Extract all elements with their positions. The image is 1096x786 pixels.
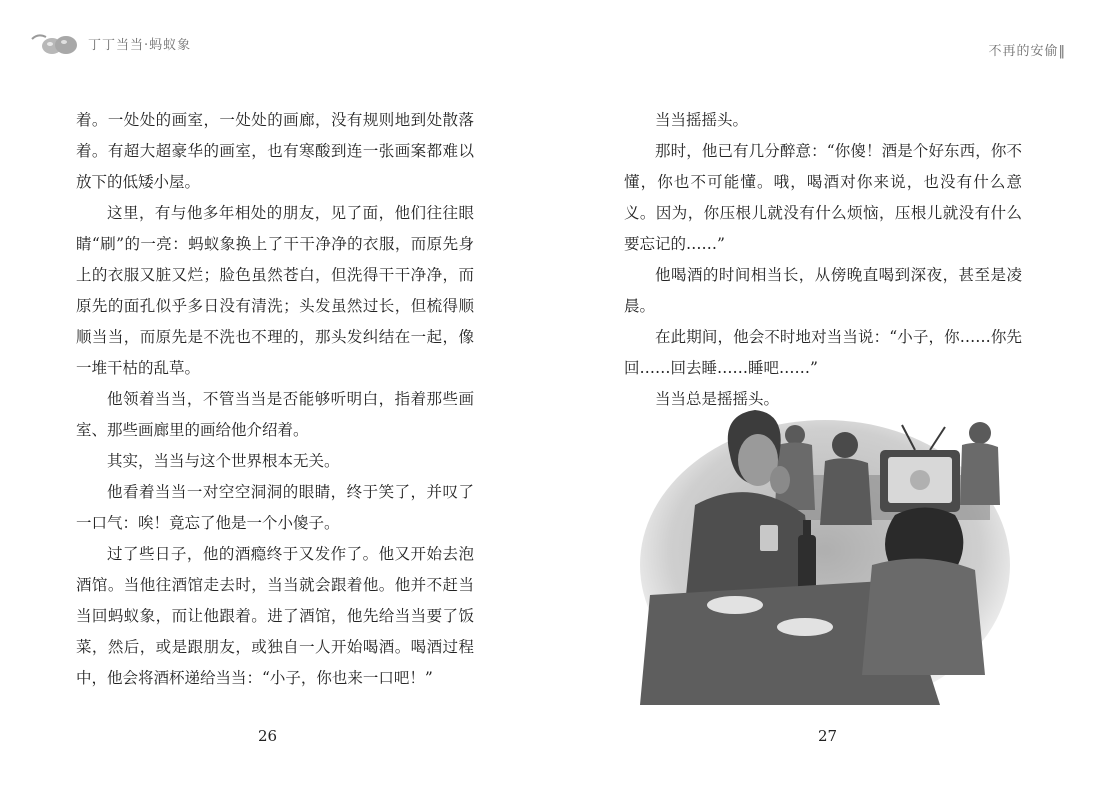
paragraph: 其实，当当与这个世界根本无关。 xyxy=(107,452,340,470)
page-number-left: 26 xyxy=(258,727,278,745)
tavern-illustration xyxy=(640,405,1010,705)
left-page-text xyxy=(76,105,474,694)
page-number-right: 27 xyxy=(818,727,838,745)
chapter-title: 不再的安偷‖ xyxy=(988,44,1066,59)
paragraph: 他看着当当一对空空洞洞的眼睛，终于笑了，并叹了一口气：唉！竟忘了他是一个小傻子。 xyxy=(76,483,474,532)
gourd-logo-icon xyxy=(28,30,80,56)
paragraph: 着。一处处的画室，一处处的画廊，没有规则地到处散落着。有超大超豪华的画室，也有寒酸到连一张画案都难以放下的低矮小屋。 xyxy=(76,111,474,191)
paragraph: 当当摇摇头。 xyxy=(655,111,749,129)
paragraph: 他领着当当，不管当当是否能够听明白，指着那些画室、那些画廊里的画给他介绍着。 xyxy=(76,390,474,439)
paragraph: 他喝酒的时间相当长，从傍晚直喝到深夜，甚至是凌晨。 xyxy=(624,266,1022,315)
paragraph: 在此期间，他会不时地对当当说：“小子，你……你先回……回去睡……睡吧……” xyxy=(624,328,1022,377)
book-title: 丁丁当当·蚂蚁象 xyxy=(88,37,192,53)
paragraph: 这里，有与他多年相处的朋友，见了面，他们往往眼睛“刷”的一亮：蚂蚁象换上了干干净净的衣服，而原先身上的衣服又脏又烂；脸色虽然苍白，但洗得干干净净，而原先的面孔似乎多日没有清洗；头发虽然过长，但梳得顺顺当当，而原先是不洗也不理的，那头发纠结在一起，像一堆干枯的乱草。 xyxy=(76,204,474,377)
running-header-left xyxy=(28,30,191,56)
right-page-text xyxy=(624,105,1022,415)
paragraph: 当当总是摇摇头。 xyxy=(655,390,780,408)
paragraph: 过了些日子，他的酒瘾终于又发作了。他又开始去泡酒馆。当他往酒馆走去时，当当就会跟着他。他并不赶当当回蚂蚁象，而让他跟着。进了酒馆，他先给当当要了饭菜，然后，或是跟朋友，或独自一人开始喝酒。喝酒过程中，他会将酒杯递给当当：“小子，你也来一口吧！” xyxy=(76,545,474,687)
paragraph: 那时，他已有几分醉意：“你傻！酒是个好东西，你不懂，你也不可能懂。哦，喝酒对你来说，也没有什么意义。因为，你压根儿就没有什么烦恼，压根儿就没有什么要忘记的……” xyxy=(624,142,1022,253)
